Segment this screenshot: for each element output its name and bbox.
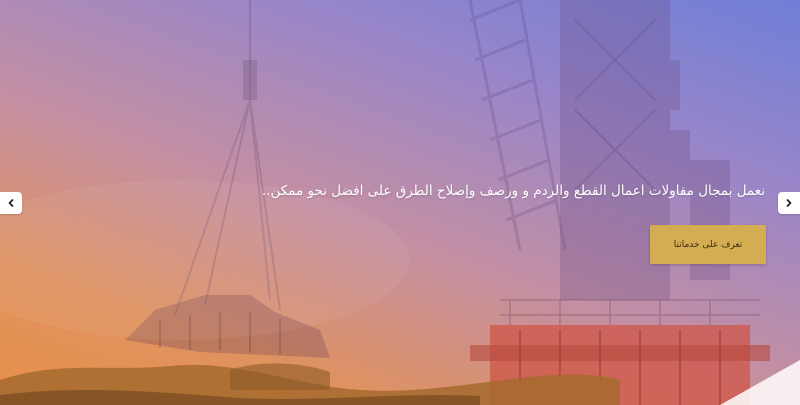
our-services-button[interactable]: تعرف على خدماتنا bbox=[650, 225, 766, 264]
previous-slide-button[interactable] bbox=[0, 192, 22, 214]
chevron-right-icon bbox=[784, 198, 794, 208]
chevron-left-icon bbox=[6, 198, 16, 208]
hero-headline: نعمل بمجال مقاولات اعمال القطع والردم و ورصف وإصلاح الطرق على افضل نحو ممكن.. bbox=[261, 183, 765, 199]
next-slide-button[interactable] bbox=[778, 192, 800, 214]
